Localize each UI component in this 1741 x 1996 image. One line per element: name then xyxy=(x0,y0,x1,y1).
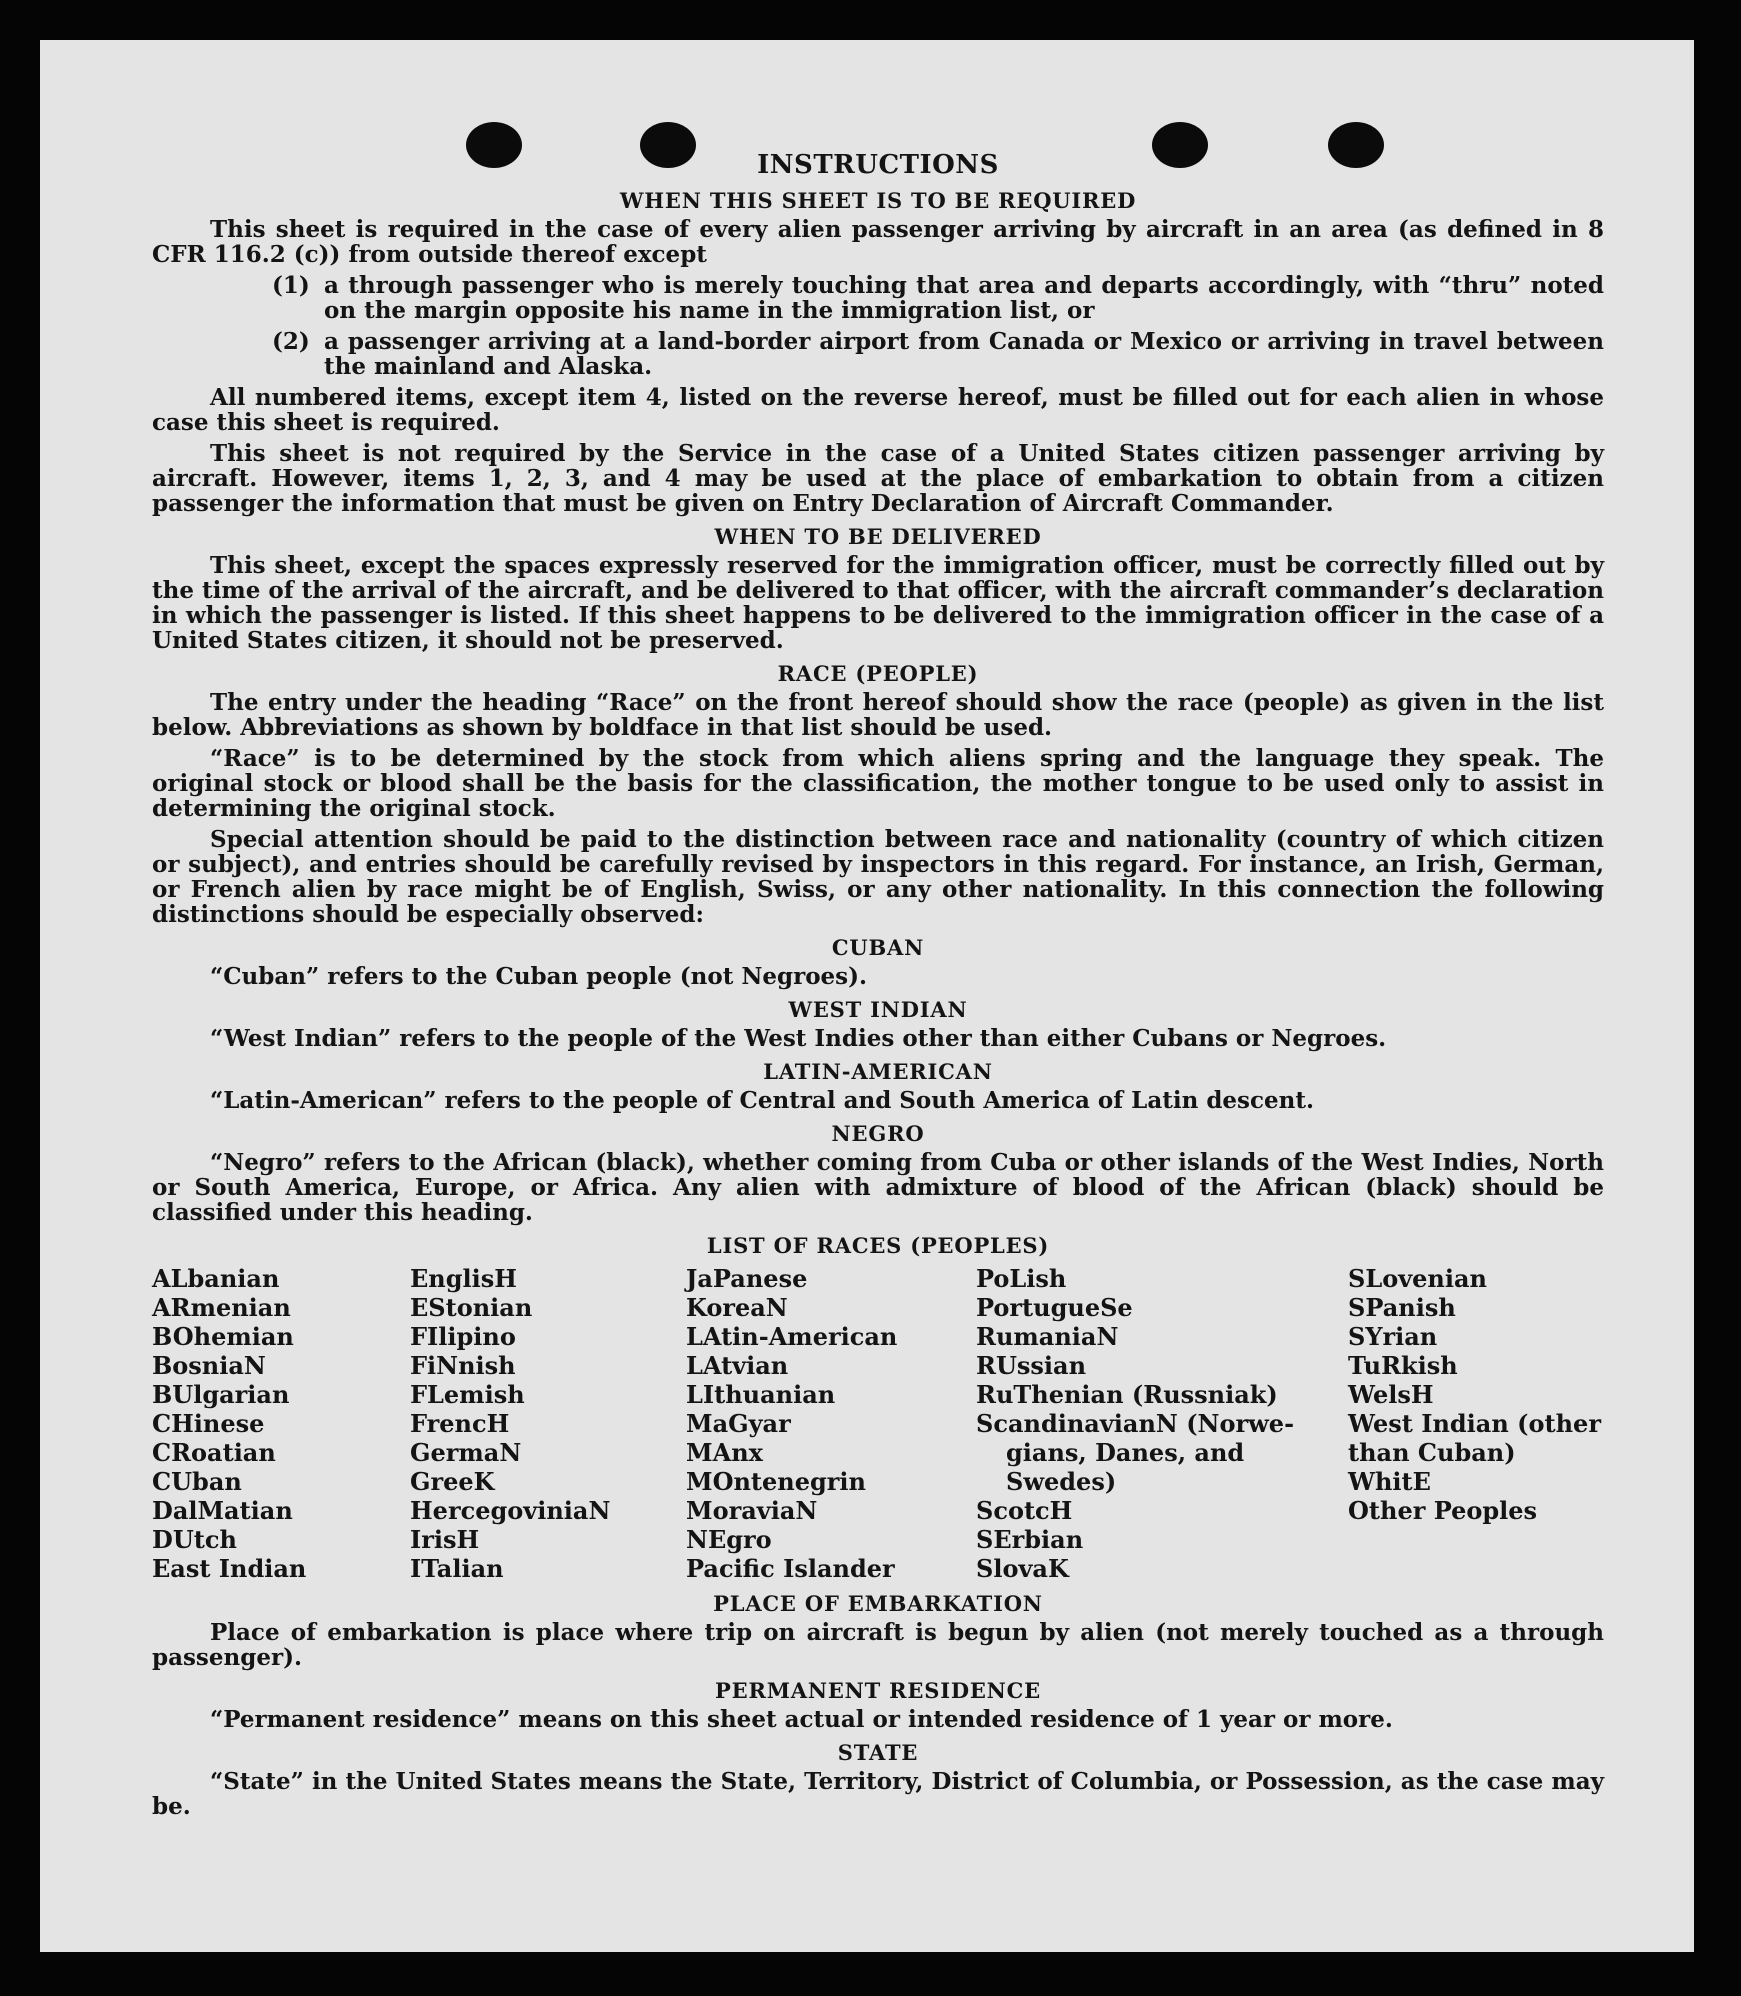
race-entry: BOhemian xyxy=(152,1322,294,1351)
race-entry: FrencH xyxy=(410,1409,510,1438)
instructions-content xyxy=(152,150,1604,1825)
race-entry: EnglisH xyxy=(410,1264,517,1293)
race-entry: DalMatian xyxy=(152,1496,293,1525)
races-column-2 xyxy=(410,1264,686,1583)
section-heading: PERMANENT RESIDENCE xyxy=(715,1678,1041,1703)
item-number: (2) xyxy=(272,328,310,355)
race-entry: GermaN xyxy=(410,1438,522,1467)
section-heading: LIST OF RACES (PEOPLES) xyxy=(706,1233,1050,1258)
race-entry: WelsH xyxy=(1348,1380,1434,1409)
race-entry: RumaniaN xyxy=(976,1322,1119,1351)
race-entry: East Indian xyxy=(152,1554,307,1583)
paragraph: “State” in the United States means the State, Territory, District of Columbia, or Possession, as the case may be. xyxy=(152,1768,1604,1820)
race-entry: SlovaK xyxy=(976,1554,1069,1583)
race-entry: SLovenian xyxy=(1348,1264,1487,1293)
section-heading: WEST INDIAN xyxy=(788,997,968,1022)
race-entry: CUban xyxy=(152,1467,242,1496)
paragraph: Special attention should be paid to the distinction between race and nationality (country of which citizen or subject), and entries should be carefully revised by inspectors in this regard. For instance, an Irish, German, or French alien by race might be of English, Swiss, or any other nationality. In this connection the following distinctions should be especially observed: xyxy=(152,826,1604,928)
race-entry: EStonian xyxy=(410,1293,533,1322)
races-column-5 xyxy=(1348,1264,1604,1583)
race-entry: Other Peoples xyxy=(1348,1496,1538,1525)
race-entry: MAnx xyxy=(686,1438,763,1467)
paragraph: “Latin-American” refers to the people of Central and South America of Latin descent. xyxy=(210,1087,1314,1114)
race-entry: ITalian xyxy=(410,1554,504,1583)
race-entry: SErbian xyxy=(976,1525,1084,1554)
races-list xyxy=(152,1264,1604,1583)
paragraph: “Negro” refers to the African (black), whether coming from Cuba or other islands of the West Indies, North or South America, Europe, or Africa. Any alien with admixture of blood of the African (black) should be classified under this heading. xyxy=(152,1149,1604,1226)
race-entry: Pacific Islander xyxy=(686,1554,895,1583)
paragraph: “West Indian” refers to the people of the West Indies other than either Cubans or Negroes. xyxy=(210,1025,1387,1052)
race-entry: NEgro xyxy=(686,1525,772,1554)
race-entry: LAtin-American xyxy=(686,1322,898,1351)
item-number: (1) xyxy=(272,272,310,299)
section-heading: WHEN TO BE DELIVERED xyxy=(714,524,1042,549)
race-entry: KoreaN xyxy=(686,1293,788,1322)
paragraph: This sheet, except the spaces expressly reserved for the immigration officer, must be correctly filled out by the time of the arrival of the aircraft, and be delivered to that officer, with the aircraft commander’s declaration in which the passenger is listed. If this sheet happens to be delivered to the immigration officer in the case of a United States citizen, it should not be preserved. xyxy=(152,552,1604,654)
race-entry-continuation: gians, Danes, and xyxy=(1006,1438,1245,1467)
paragraph: The entry under the heading “Race” on the front hereof should show the race (people) as given in the list below. Abbreviations as shown by boldface in that list should be used. xyxy=(152,689,1604,741)
list-item xyxy=(152,273,1604,323)
race-entry: FLemish xyxy=(410,1380,525,1409)
race-entry: SYrian xyxy=(1348,1322,1438,1351)
race-entry-continuation: Swedes) xyxy=(1006,1467,1117,1496)
race-entry: ScandinavianN (Norwe- xyxy=(976,1409,1295,1438)
race-entry: HercegoviniaN xyxy=(410,1496,611,1525)
paragraph: “Cuban” refers to the Cuban people (not Negroes). xyxy=(210,963,868,990)
paragraph: This sheet is required in the case of every alien passenger arriving by aircraft in an area (as defined in 8 CFR 116.2 (c)) from outside thereof except xyxy=(152,216,1604,268)
paragraph: Place of embarkation is place where trip on aircraft is begun by alien (not merely touched as a through passenger). xyxy=(152,1619,1604,1671)
document-page xyxy=(40,40,1694,1952)
race-entry: ALbanian xyxy=(152,1264,280,1293)
race-entry: WhitE xyxy=(1348,1467,1431,1496)
item-text: a passenger arriving at a land-border airport from Canada or Mexico or arriving in travel between the mainland and Alaska. xyxy=(324,328,1604,380)
section-heading: STATE xyxy=(837,1740,919,1765)
race-entry: TuRkish xyxy=(1348,1351,1458,1380)
section-heading: PLACE OF EMBARKATION xyxy=(713,1591,1043,1616)
paragraph: “Permanent residence” means on this sheet actual or intended residence of 1 year or more. xyxy=(210,1706,1393,1733)
races-column-4 xyxy=(976,1264,1348,1583)
race-entry: DUtch xyxy=(152,1525,237,1554)
paragraph: All numbered items, except item 4, listed on the reverse hereof, must be filled out for each alien in whose case this sheet is required. xyxy=(152,384,1604,436)
race-entry: BUlgarian xyxy=(152,1380,290,1409)
race-entry: MoraviaN xyxy=(686,1496,818,1525)
race-entry: FIlipino xyxy=(410,1322,516,1351)
race-entry: JaPanese xyxy=(686,1264,808,1293)
race-entry: West Indian (other xyxy=(1348,1409,1601,1438)
paragraph: “Race” is to be determined by the stock from which aliens spring and the language they speak. The original stock or blood shall be the basis for the classification, the mother tongue to be used only to assist in determining the original stock. xyxy=(152,745,1604,822)
race-entry: LAtvian xyxy=(686,1351,789,1380)
races-column-3 xyxy=(686,1264,976,1583)
race-entry: FiNnish xyxy=(410,1351,516,1380)
section-heading: RACE (PEOPLE) xyxy=(777,661,979,686)
race-entry: RuThenian (Russniak) xyxy=(976,1380,1278,1409)
race-entry: MaGyar xyxy=(686,1409,791,1438)
race-entry-continuation: than Cuban) xyxy=(1348,1438,1516,1467)
race-entry: SPanish xyxy=(1348,1293,1456,1322)
race-entry: PoLish xyxy=(976,1264,1067,1293)
race-entry: LIthuanian xyxy=(686,1380,836,1409)
section-heading: CUBAN xyxy=(831,935,925,960)
race-entry: CHinese xyxy=(152,1409,265,1438)
race-entry: CRoatian xyxy=(152,1438,276,1467)
race-entry: PortugueSe xyxy=(976,1293,1133,1322)
section-heading: LATIN-AMERICAN xyxy=(763,1059,993,1084)
paragraph: This sheet is not required by the Service in the case of a United States citizen passenger arriving by aircraft. However, items 1, 2, 3, and 4 may be used at the place of embarkation to obtain from a citizen passenger the information that must be given on Entry Declaration of Aircraft Commander. xyxy=(152,440,1604,517)
race-entry: BosniaN xyxy=(152,1351,266,1380)
race-entry: ScotcH xyxy=(976,1496,1073,1525)
race-entry: ARmenian xyxy=(152,1293,291,1322)
race-entry: RUssian xyxy=(976,1351,1087,1380)
page-title: INSTRUCTIONS xyxy=(757,150,999,180)
section-heading: NEGRO xyxy=(831,1121,925,1146)
section-heading: WHEN THIS SHEET IS TO BE REQUIRED xyxy=(619,188,1137,213)
item-text: a through passenger who is merely touching that area and departs accordingly, with “thru” noted on the margin opposite his name in the immigration list, or xyxy=(324,272,1604,324)
race-entry: IrisH xyxy=(410,1525,480,1554)
races-column-1 xyxy=(152,1264,410,1583)
race-entry: GreeK xyxy=(410,1467,495,1496)
list-item xyxy=(152,329,1604,379)
race-entry: MOntenegrin xyxy=(686,1467,866,1496)
